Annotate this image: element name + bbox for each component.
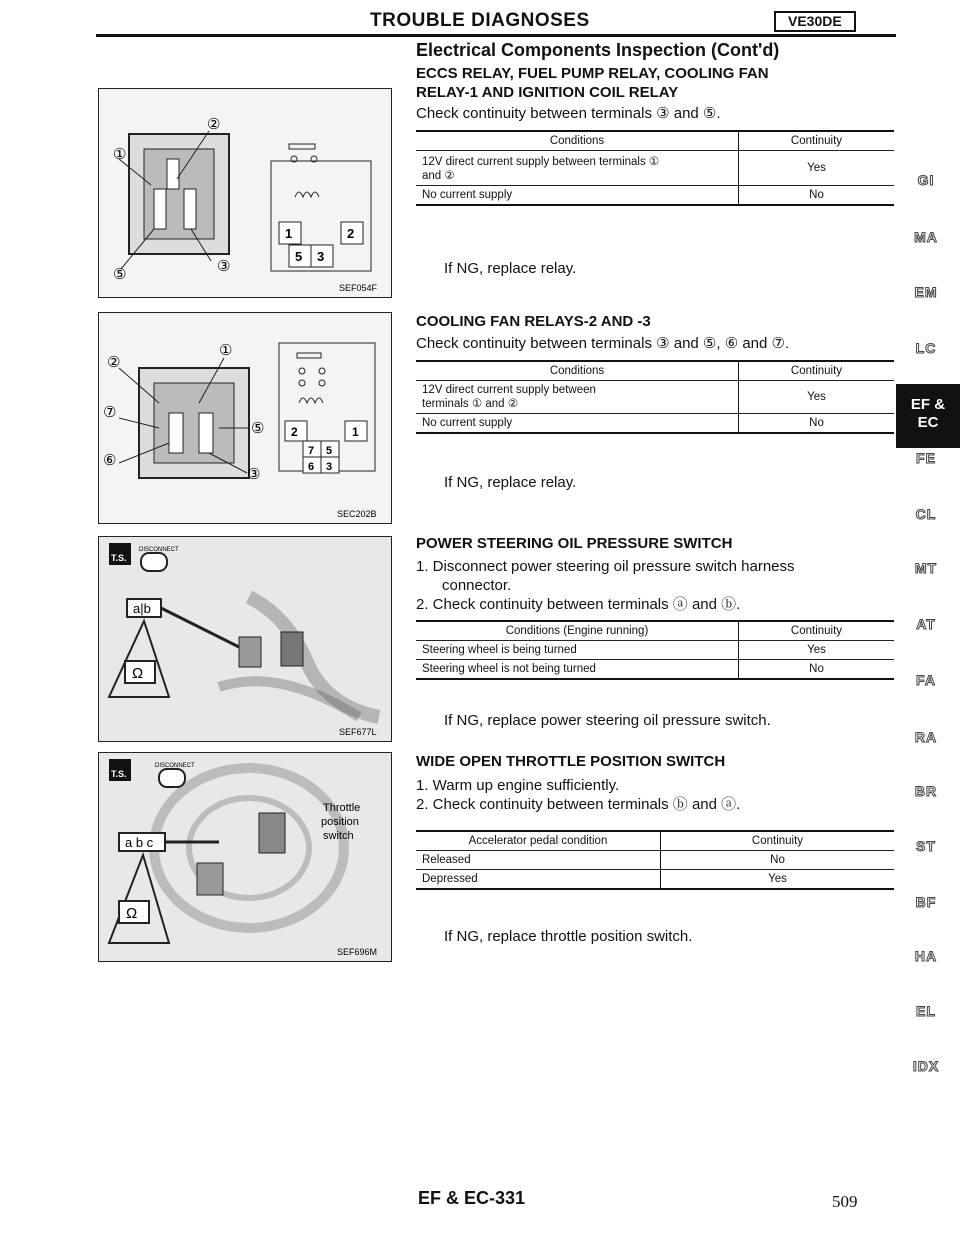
terminal-3: ③ (217, 258, 231, 275)
table-header: Continuity (739, 621, 895, 641)
box-label-2: 2 (291, 425, 298, 439)
table-cell: No current supply (416, 414, 739, 434)
table-cell: Steering wheel is being turned (416, 641, 739, 660)
table-header-row (416, 361, 894, 381)
sidebar-item-em[interactable]: EM (914, 284, 938, 300)
ohmmeter: Ω (132, 665, 144, 682)
cooling-fan-heading: COOLING FAN RELAYS-2 AND -3 (416, 313, 651, 330)
sidebar-item-at[interactable]: AT (916, 616, 936, 632)
sidebar-item-mt[interactable]: MT (914, 560, 938, 576)
table-cell: No (661, 851, 895, 870)
table-cell: Yes (739, 641, 895, 660)
throttle-label-2: position (321, 816, 359, 828)
table-row (416, 660, 894, 680)
page-number: 509 (832, 1192, 858, 1211)
sidebar-item-fe[interactable]: FE (916, 450, 936, 466)
table-header: Continuity (739, 361, 895, 381)
engine-code-badge: VE30DE (774, 11, 856, 32)
throttle-switch-illustration (99, 753, 391, 961)
box-label-1: 1 (285, 226, 293, 241)
box-label-5: 5 (326, 445, 333, 457)
tab-label-line1: EF & (910, 396, 946, 413)
terminal-1: ① (113, 146, 127, 163)
box-label-6: 6 (308, 461, 315, 473)
sidebar-item-fa[interactable]: FA (916, 672, 936, 688)
ts-badge: T.S. (111, 769, 127, 779)
table-row (416, 151, 894, 186)
table-header: Accelerator pedal condition (416, 831, 661, 851)
disconnect-label: DISCONNECT (139, 547, 179, 553)
box-label-1: 1 (352, 425, 359, 439)
eccs-relay-heading (416, 64, 769, 102)
table-cell: No (739, 414, 895, 434)
section-title: Electrical Components Inspection (Cont'd) (416, 40, 780, 60)
ohmmeter: Ω (126, 905, 138, 922)
table-cell: Steering wheel is not being turned (416, 660, 739, 680)
wot-switch-step2: 2. Check continuity between terminals ⓑ and ⓐ. (416, 796, 741, 813)
figure-throttle-switch (98, 752, 392, 962)
figure-code: SEC202B (337, 509, 377, 519)
cond-line-2: terminals ① and ② (422, 398, 519, 410)
box-label-5: 5 (295, 249, 303, 264)
wot-switch-table (416, 830, 894, 890)
table-cell: Yes (661, 870, 895, 890)
box-label-2: 2 (347, 226, 355, 241)
sidebar-item-ef-ec[interactable] (896, 384, 960, 448)
table-header: Continuity (739, 131, 895, 151)
table-row (416, 851, 894, 870)
sidebar-item-el[interactable]: EL (916, 1003, 936, 1019)
sidebar-item-br[interactable]: BR (914, 783, 938, 799)
terminal-2: ② (207, 116, 221, 133)
throttle-label-3: switch (323, 830, 354, 842)
page-header-title: TROUBLE DIAGNOSES (370, 10, 590, 31)
figure-code: SEF677L (339, 727, 377, 737)
box-label-3: 3 (326, 461, 333, 473)
table-header: Conditions (416, 361, 739, 381)
sidebar-item-lc[interactable]: LC (915, 340, 937, 356)
ps-switch-step1: 1. Disconnect power steering oil pressure switch harness (416, 558, 795, 575)
terminal-label: a|b (133, 601, 151, 616)
table-cell: No (739, 186, 895, 206)
table-cell: Depressed (416, 870, 661, 890)
tab-label-line2: EC (917, 414, 939, 431)
wot-switch-step1: 1. Warm up engine sufficiently. (416, 777, 620, 794)
sidebar-item-st[interactable]: ST (916, 838, 936, 854)
terminal-6: ⑥ (103, 452, 117, 469)
terminal-5: ⑤ (113, 266, 127, 283)
terminal-1: ① (219, 342, 233, 359)
table-cell: No (739, 660, 895, 680)
sidebar-item-ma[interactable]: MA (914, 229, 938, 245)
table-header-row (416, 831, 894, 851)
table-row (416, 870, 894, 890)
table-cell (416, 381, 739, 414)
ps-switch-heading: POWER STEERING OIL PRESSURE SWITCH (416, 535, 733, 552)
box-label-3: 3 (317, 249, 325, 264)
table-header: Continuity (661, 831, 895, 851)
figure-ps-switch (98, 536, 392, 742)
cond-line-1: 12V direct current supply between terminals ① (422, 156, 660, 168)
figure-cooling-fan-relay (98, 312, 392, 524)
sidebar-item-idx[interactable]: IDX (912, 1058, 940, 1074)
wot-switch-note: If NG, replace throttle position switch. (444, 928, 693, 945)
terminal-2: ② (107, 354, 121, 371)
box-label-7: 7 (308, 445, 315, 457)
table-cell (416, 151, 739, 186)
eccs-relay-heading-line1: ECCS RELAY, FUEL PUMP RELAY, COOLING FAN (416, 65, 769, 82)
ps-switch-step2: 2. Check continuity between terminals ⓐ and ⓑ. (416, 596, 741, 613)
ps-switch-step1-cont: connector. (442, 577, 512, 594)
ts-badge: T.S. (111, 553, 127, 563)
eccs-relay-note: If NG, replace relay. (444, 260, 577, 277)
terminal-7: ⑦ (103, 404, 117, 421)
cond-line-2: and ② (422, 170, 455, 182)
terminal-label: a b c (125, 835, 154, 850)
cooling-fan-table (416, 360, 894, 434)
cond-line-1: 12V direct current supply between (422, 384, 596, 396)
table-row (416, 414, 894, 434)
table-header: Conditions (Engine running) (416, 621, 739, 641)
table-cell: No current supply (416, 186, 739, 206)
terminal-5: ⑤ (251, 420, 265, 437)
sidebar-item-ra[interactable]: RA (914, 729, 938, 745)
wot-switch-heading: WIDE OPEN THROTTLE POSITION SWITCH (416, 753, 726, 770)
table-cell: Yes (739, 151, 895, 186)
relay-illustration (99, 89, 391, 297)
fan-relay-illustration (99, 313, 391, 523)
table-header-row (416, 621, 894, 641)
eccs-relay-instruction: Check continuity between terminals ③ and ⑤. (416, 105, 721, 122)
sidebar-item-cl[interactable]: CL (915, 506, 937, 522)
table-row (416, 641, 894, 660)
ps-switch-table (416, 620, 894, 680)
terminal-3: ③ (247, 466, 261, 483)
eccs-relay-heading-line2: RELAY-1 AND IGNITION COIL RELAY (416, 84, 679, 101)
figure-code: SEF696M (337, 947, 378, 957)
figure-code: SEF054F (339, 283, 378, 293)
eccs-relay-table (416, 130, 894, 206)
ps-switch-illustration (99, 537, 391, 741)
table-header-row (416, 131, 894, 151)
table-cell: Released (416, 851, 661, 870)
sidebar-item-bf[interactable]: BF (915, 894, 937, 910)
footer-section-page: EF & EC-331 (418, 1188, 526, 1208)
cooling-fan-note: If NG, replace relay. (444, 474, 577, 491)
sidebar-item-gi[interactable]: GI (917, 172, 935, 188)
table-cell: Yes (739, 381, 895, 414)
figure-eccs-relay (98, 88, 392, 298)
header-rule (96, 34, 896, 37)
cooling-fan-instruction: Check continuity between terminals ③ and ⑤, ⑥ and ⑦. (416, 335, 790, 352)
table-row (416, 381, 894, 414)
ps-switch-note: If NG, replace power steering oil pressure switch. (444, 712, 771, 729)
sidebar-item-ha[interactable]: HA (914, 948, 938, 964)
throttle-label-1: Throttle (323, 802, 361, 814)
disconnect-label: DISCONNECT (155, 763, 195, 769)
table-row (416, 186, 894, 206)
table-header: Conditions (416, 131, 739, 151)
